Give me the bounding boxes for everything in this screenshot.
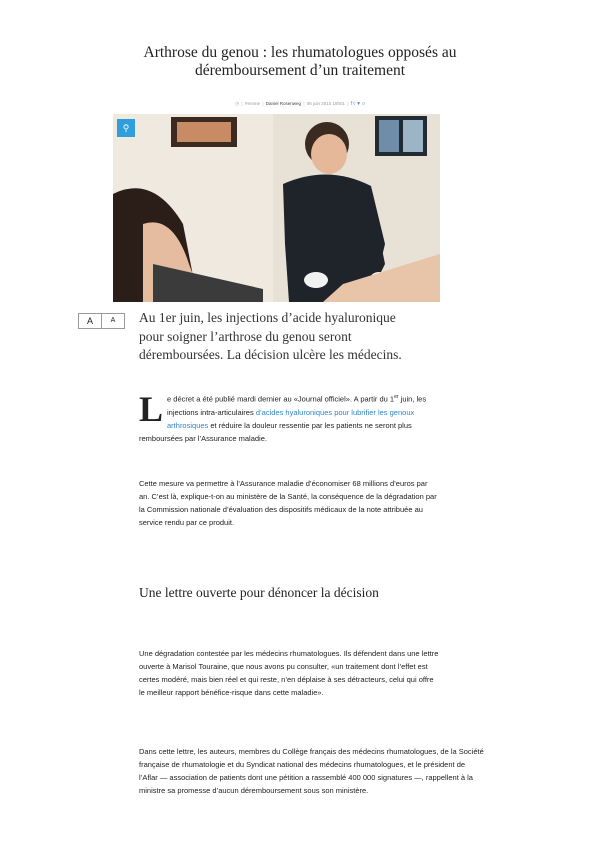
drop-cap: L xyxy=(139,389,164,429)
article-photo[interactable] xyxy=(113,114,440,302)
article-meta: ◷ | Femme | Daniel Rosenweg | 06 juin 2015 18h01 | f t ▼ 0 xyxy=(235,101,365,107)
comment-icon[interactable]: ▼ xyxy=(356,101,362,107)
font-smaller-button[interactable]: A xyxy=(78,313,102,329)
comment-count: 0 xyxy=(362,101,365,106)
paragraph-4: Dans cette lettre, les auteurs, membres du Collège français des médecins rhumatologues, de la Société française de rhumatologie et du Syndicat national des médecins rhumatologues, et le président de l’Aflar — association de patients dont une pétition a rassemblé 400 000 signatures —, rappellent à la ministre sa promesse d’aucun déremboursement sous son ministère. xyxy=(139,747,484,795)
p1-text-a: e décret a été publié mardi dernier au «Journal officiel». A partir du 1 xyxy=(167,394,395,404)
facebook-icon[interactable]: f xyxy=(350,101,353,107)
meta-author[interactable]: Daniel Rosenweg xyxy=(265,101,302,106)
search-icon: ⚲ xyxy=(122,123,130,133)
p1-sup: er xyxy=(394,394,399,400)
paragraph-1 xyxy=(139,391,439,445)
paragraph-3: Une dégradation contestée par les médecins rhumatologues. Ils défendent dans une lettre ouverte à Marisol Touraine, que nous avons pu consulter, «un traitement dont l’effet est certes modéré, mais bien réel et qui reste, n’en déplaise à ses détracteurs, celui qui offre le meilleur rapport bénéfice-risque dans cette maladie». xyxy=(139,649,439,697)
article-title: Arthrose du genou : les rhumatologues opposés au déremboursement d’un traitement xyxy=(143,44,457,79)
twitter-icon[interactable]: t xyxy=(353,101,355,107)
article-lead: Au 1er juin, les injections d’acide hyaluronique pour soigner l’arthrose du genou seront déremboursées. La décision ulcère les médecins. xyxy=(139,310,402,362)
p1-text-b: juin, les injections intra-articulaires xyxy=(167,394,427,417)
meta-date: 06 juin 2015 18h01 xyxy=(306,101,346,106)
photo-illustration xyxy=(113,114,440,302)
zoom-button[interactable] xyxy=(117,119,135,137)
paragraph-2: Cette mesure va permettre à l’Assurance maladie d’économiser 68 millions d’euros par an. C’est là, explique-t-on au ministère de la Santé, la conséquence de la dégradation par la Commission nationale d’évaluation des dispositifs médicaux de la note attribuée au service rendu par ce produit. xyxy=(139,479,437,527)
p1-text-c: et réduire la douleur ressentie par les patients ne seront plus remboursées par l’Assurance maladie. xyxy=(139,420,412,443)
meta-section[interactable]: Femme xyxy=(244,101,261,106)
font-larger-button[interactable]: A xyxy=(101,313,125,329)
section-heading: Une lettre ouverte pour dénoncer la décision xyxy=(139,585,379,600)
hyaluronic-link[interactable]: d’acides hyaluroniques pour lubrifier les genoux arthrosiques xyxy=(167,407,415,430)
clock-icon: ◷ xyxy=(235,101,240,106)
